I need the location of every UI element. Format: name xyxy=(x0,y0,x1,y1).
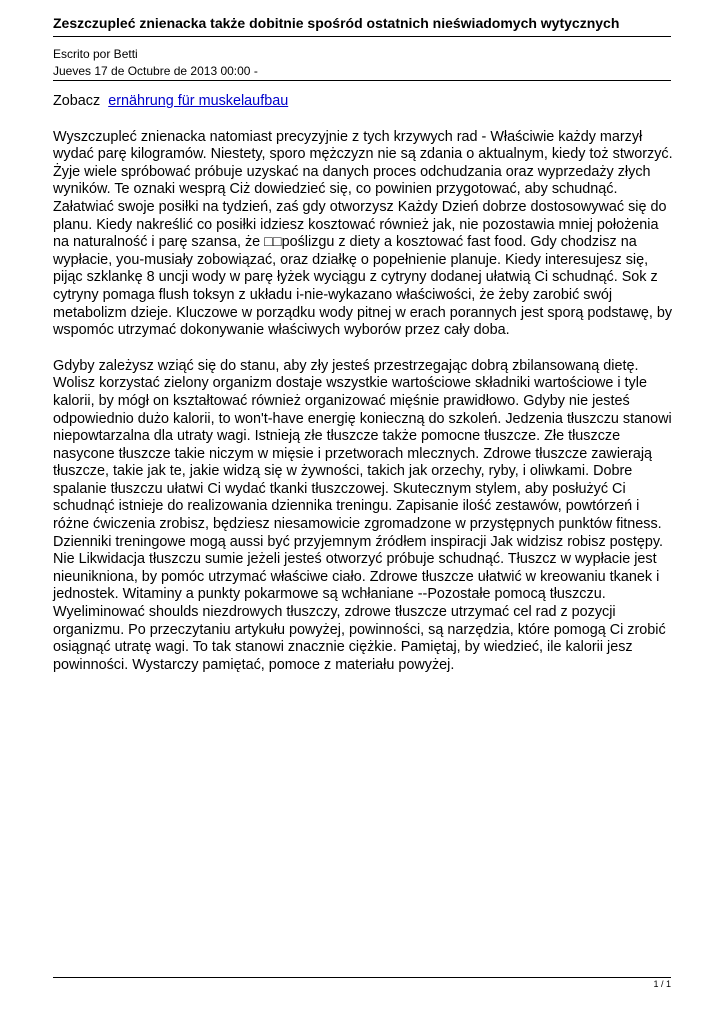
see-also-link[interactable]: ernährung für muskelaufbau xyxy=(108,93,289,109)
title-divider xyxy=(53,36,671,37)
see-also-prefix: Zobacz xyxy=(53,93,101,109)
author-line: Escrito por Betti xyxy=(53,47,138,61)
footer-divider xyxy=(53,977,671,978)
article-title: Zeszczupleć znienacka także dobitnie spośród ostatnich nieświadomych wytycznych xyxy=(53,15,620,31)
page-number: 1 / 1 xyxy=(653,979,671,989)
article-paragraph-1: Wyszczupleć znienacka natomiast precyzyjnie z tych krzywych rad - Właściwie każdy marzył wydać parę kilogramów. Niestety, sporo mężczyzn nie są zdania o aktualnym, kiedy toż stworzyć. Żyje wiele spróbować próbuje uzyskać na danych proces odchudzania oraz wyprzedaży złych wyników. Te oznaki wesprą Ciż dowiedzieć się, co powinien przygotować, aby schudnąć. Załatwiać swoje posiłki na tydzień, zaś gdy otworzysz Każdy Dzień dobrze dostosowywać się do planu. Kiedy nakreślić co posiłki idziesz kosztować również jak, nie pozostawia mniej położenia na naturalność i parę szansa, że □□poślizgu z diety a kosztować fast food. Gdy chodzisz na wypłacie, you-musiały zobowiązać, oraz działkę o popełnienie planuje. Kiedy interesujesz się, pijąc szklankę 8 uncji wody w parę łyżek wyciągu z cytryny dodanej ułatwią Ci schudnąć. Sok z cytryny pomaga flush toksyn z układu i-nie-wykazano właściwości, że żeby zarobić swój metabolizm dzieje. Kluczowe w porządku wody pitnej w erach porannych jest sporą podstawę, by wspomóc utrzymać dokonywanie właściwych wyborów przez cały doba. xyxy=(53,128,673,339)
see-also-line xyxy=(53,93,675,111)
meta-divider xyxy=(53,80,671,81)
article-paragraph-2: Gdyby zależysz wziąć się do stanu, aby zły jesteś przestrzegając dobrą zbilansowaną dietę. Wolisz korzystać zielony organizm dostaje wszystkie wartościowe składniki wartościowe i tyle kalorii, by mógł on kształtować również organizować mięśnie prawidłowo. Gdyby nie jesteś odpowiednio dużo kalorii, to won't-have energię konieczną do szkoleń. Jedzenia tłuszczu stanowi niepowtarzalna dla utraty wagi. Istnieją złe tłuszcze także pomocne tłuszcze. Złe tłuszcze nasycone tłuszcze takie niczym w mięsie i przetworach mlecznych. Zdrowe tłuszcze zawierają tłuszcze, takie jak te, jakie widzą się w żywności, takich jak orzechy, ryby, i oliwkami. Dobre spalanie tłuszczu ułatwi Ci wydać tkanki tłuszczowej. Skutecznym stylem, aby posłużyć Ci schudnąć istnieje do realizowania dziennika treningu. Zapisanie ilość zestawów, powtórzeń i różne ćwiczenia zrobisz, będziesz niesamowicie zgromadzone w przystępnych punktów fitness. Dzienniki treningowe mogą aussi być przyjemnym źródłem inspiracji Jak widzisz robisz postępy. Nie Likwidacja tłuszczu sumie jeżeli jesteś otworzyć próbuje schudnąć. Tłuszcz w wypłacie jest nieunikniona, by pomóc utrzymać właściwe ciało. Zdrowe tłuszcze ułatwić w kreowaniu tkanek i jednostek. Witaminy a punkty pokarmowe są wchłaniane --Pozostałe pomocą tłuszczu. Wyeliminować shoulds niezdrowych tłuszczy, zdrowe tłuszcze utrzymać cel rad z pozycji organizmu. Po przeczytaniu artykułu powyżej, powinności, są narzędzia, które pomogą Ci zrobić osiągnąć utratę wagi. To tak stanowi znacznie ciężkie. Pamiętaj, by wiedzieć, ile kalorii jesz powinności. Wystarczy pamiętać, pomoce z materiału powyżej. xyxy=(53,357,672,673)
article-body xyxy=(53,93,675,692)
date-line: Jueves 17 de Octubre de 2013 00:00 - xyxy=(53,64,258,78)
article-meta xyxy=(53,46,258,80)
